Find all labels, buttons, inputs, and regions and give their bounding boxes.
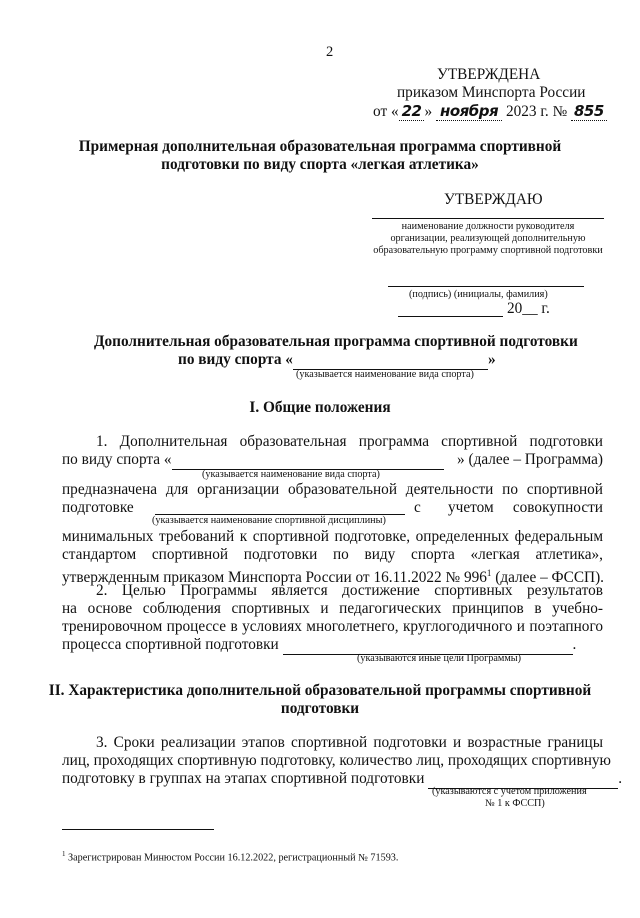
approval-order-number: 855 <box>571 102 607 121</box>
document-title-line-2: подготовки по виду спорта «легкая атлетика» <box>161 156 479 173</box>
p1-caption-sport: (указывается наименование вида спорта) <box>202 469 380 480</box>
approval-date-line <box>373 102 607 121</box>
p2-line-4-a: процесса спортивной подготовки <box>62 636 279 653</box>
approve-title: УТВЕРЖДАЮ <box>444 191 543 208</box>
p1-line-1: 1. Дополнительная образовательная программа спортивной подготовки <box>96 433 603 450</box>
sport-name-blank <box>293 351 488 370</box>
p1-line-7-b: (далее – ФССП). <box>491 569 604 587</box>
p1-line-5: минимальных требований к спортивной подготовке, определенных федеральным <box>62 528 603 545</box>
approval-date-mid: » <box>424 103 433 120</box>
document-title-line-1: Примерная дополнительная образовательная программа спортивной <box>78 138 562 155</box>
position-caption-1: наименование должности руководителя <box>401 221 575 232</box>
approval-date-month: ноября <box>436 102 502 121</box>
footnote-text <box>62 848 398 864</box>
section-2-heading-line-1: II. Характеристика дополнительной образовательной программы спортивной <box>48 682 592 699</box>
position-caption-3: образовательную программу спортивной подготовки <box>373 245 603 256</box>
footnote-body: Зарегистрирован Минюстом России 16.12.2022, регистрационный № 71593. <box>65 852 399 864</box>
signature-line <box>388 286 584 287</box>
program-title-prefix: по виду спорта « <box>178 351 293 368</box>
p1-line-2 <box>62 451 603 470</box>
approve-date-year: 20__ г. <box>507 300 550 317</box>
page-number: 2 <box>326 44 334 60</box>
footnote-reference: 1 <box>486 568 492 578</box>
position-caption-2: организации, реализующей дополнительную <box>390 233 586 244</box>
p2-line-4-b: . <box>572 636 577 653</box>
section-2-heading-line-2: подготовки <box>280 700 360 717</box>
approval-date-day: 22 <box>399 102 425 121</box>
p1-line-6: стандартом спортивной подготовки по виду спорта «легкая атлетика», <box>62 546 603 563</box>
position-line <box>372 218 604 219</box>
program-title-suffix: » <box>487 351 496 368</box>
footnote-mark: 1 <box>62 850 66 858</box>
p1-line-2-a: по виду спорта « <box>62 451 172 468</box>
p2-line-1: 2. Целью Программы является достижение спортивных результатов <box>96 582 603 599</box>
p3-caption-1: (указываются с учетом приложения <box>432 786 587 797</box>
p3-caption-2: № 1 к ФССП) <box>485 798 545 809</box>
approval-title: УТВЕРЖДЕНА <box>437 66 541 83</box>
signature-caption: (подпись) (инициалы, фамилия) <box>409 289 548 300</box>
p1-line-2-b: » (далее – Программа) <box>457 451 603 468</box>
p2-caption: (указываются иные цели Программы) <box>357 653 522 664</box>
p3-line-3-a: подготовку в группах на этапах спортивной подготовки <box>62 770 425 787</box>
p1-line-4-d: совокупности <box>512 499 603 516</box>
program-title-caption: (указывается наименование вида спорта) <box>296 369 474 380</box>
approval-date-prefix: от « <box>373 103 399 120</box>
p2-line-2: на основе соблюдения спортивных и педагогических принципов в учебно- <box>62 600 603 617</box>
approval-date-suffix: 2023 г. № <box>505 103 568 120</box>
p3-line-3-b: . <box>618 770 623 787</box>
p1-caption-discipline: (указывается наименование спортивной дисциплины) <box>152 515 386 526</box>
program-title-line-1: Дополнительная образовательная программа спортивной подготовки <box>94 333 578 350</box>
p1-line-4-b: с <box>414 499 421 516</box>
p3-line-2: лиц, проходящих спортивную подготовку, количество лиц, проходящих спортивную <box>62 752 611 769</box>
p1-line-4-c: учетом <box>448 499 494 516</box>
program-title-line-2 <box>178 351 496 370</box>
p1-line-4-a: подготовке <box>62 499 134 516</box>
p1-line-3: предназначена для организации образовательной деятельности по спортивной <box>62 481 603 498</box>
p1-line-7-a: утвержденным приказом Минспорта России от 16.11.2022 № 996 <box>62 569 487 587</box>
sport-name-field-blank <box>172 451 444 470</box>
date-blank-line <box>398 316 503 317</box>
p3-line-1: 3. Сроки реализации этапов спортивной подготовки и возрастные границы <box>96 734 603 751</box>
approval-order-line: приказом Минспорта России <box>397 84 586 101</box>
footnote-separator <box>62 829 214 830</box>
p2-line-3: тренировочном процессе в условиях многолетнего, круглогодичного и поэтапного <box>62 618 603 635</box>
section-1-heading: I. Общие положения <box>249 399 391 416</box>
